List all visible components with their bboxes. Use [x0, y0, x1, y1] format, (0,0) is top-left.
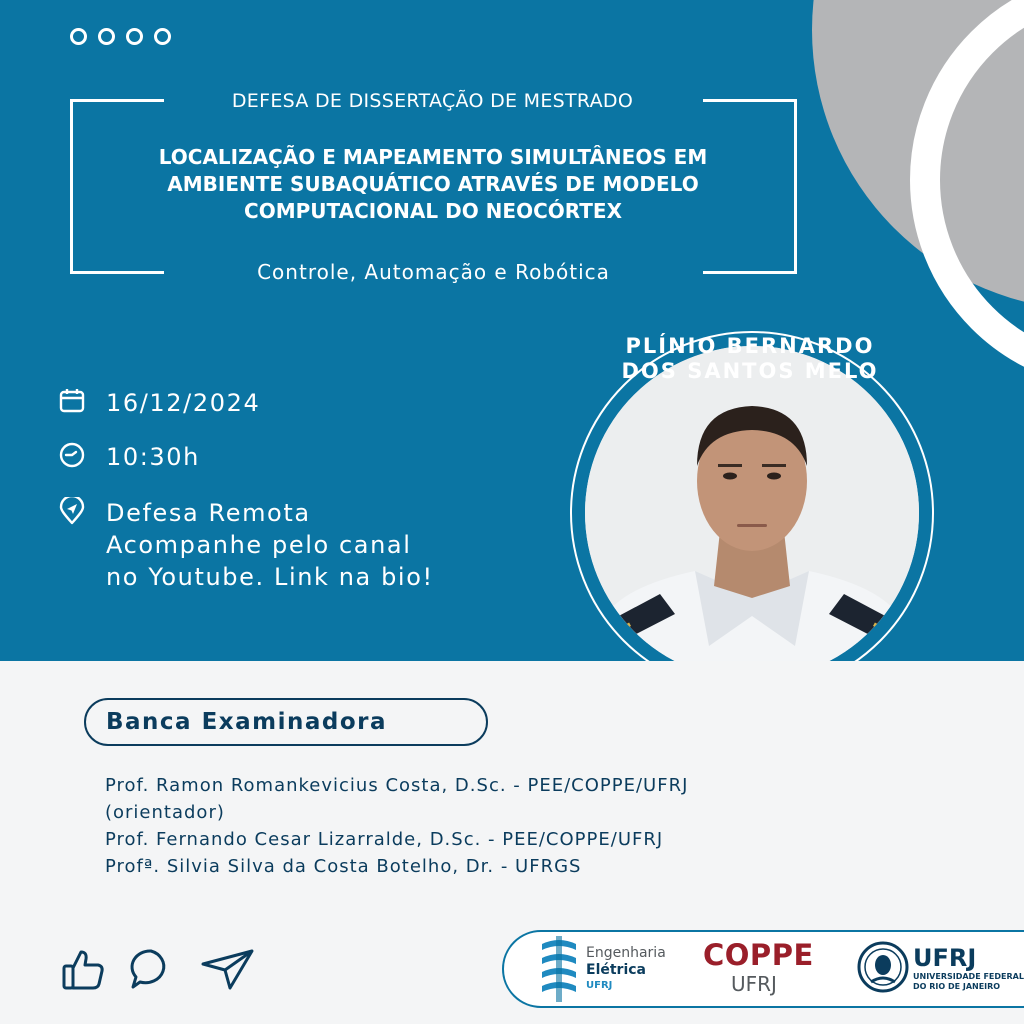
candidate-name-line: PLÍNIO BERNARDO [625, 334, 875, 358]
ee-logo-text: Engenharia [586, 945, 666, 961]
event-type: DEFESA DE DISSERTAÇÃO DE MESTRADO [231, 90, 634, 112]
candidate-name-line: DOS SANTOS MELO [621, 359, 879, 383]
frame-top-right [703, 99, 797, 102]
committee-member: Profª. Silvia Silva da Costa Botelho, Dr. - UFRGS [105, 856, 582, 877]
thesis-title-line: LOCALIZAÇÃO E MAPEAMENTO SIMULTÂNEOS EM [158, 145, 708, 169]
thesis-title-line: AMBIENTE SUBAQUÁTICO ATRAVÉS DE MODELO [167, 172, 699, 196]
clock-icon [58, 441, 86, 469]
candidate-photo [585, 346, 919, 680]
carousel-dots [70, 28, 171, 45]
location-text [106, 497, 434, 593]
committee-member: Prof. Fernando Cesar Lizarralde, D.Sc. - PEE/COPPE/UFRJ [105, 829, 664, 850]
location-line: Acompanhe pelo canal [106, 531, 412, 559]
location-line: no Youtube. Link na bio! [106, 563, 434, 591]
ufrj-seal-icon [857, 938, 909, 996]
coppe-logo: COPPE [703, 938, 814, 972]
dot-indicator [70, 28, 87, 45]
event-time: 10:30h [106, 443, 200, 471]
frame-bottom-left [70, 271, 164, 274]
frame-left [70, 99, 73, 274]
send-icon[interactable] [200, 946, 256, 992]
frame-bottom-right [703, 271, 797, 274]
banca-heading: Banca Examinadora [84, 698, 488, 746]
thumbs-up-icon[interactable] [60, 946, 106, 992]
dot-indicator [154, 28, 171, 45]
coppe-logo-sub: UFRJ [731, 972, 777, 996]
ee-logo-text: Elétrica [586, 962, 646, 978]
dot-indicator [126, 28, 143, 45]
frame-top-left [70, 99, 164, 102]
committee-member: (orientador) [105, 802, 225, 823]
engenharia-eletrica-logo-icon [536, 936, 582, 1002]
ee-logo-text: UFRJ [586, 980, 613, 991]
calendar-icon [58, 387, 86, 415]
ufrj-logo-sub: DO RIO DE JANEIRO [913, 982, 1001, 991]
research-area: Controle, Automação e Robótica [257, 260, 610, 284]
ufrj-logo: UFRJ [913, 944, 977, 972]
committee-members [105, 772, 885, 880]
ufrj-logo-sub: UNIVERSIDADE FEDERAL [913, 972, 1024, 981]
thesis-title [95, 144, 771, 225]
comment-icon[interactable] [128, 946, 174, 992]
candidate-name [580, 334, 920, 384]
location-pin-icon [58, 497, 86, 525]
location-row [58, 497, 434, 593]
location-line: Defesa Remota [106, 499, 311, 527]
candidate-portrait-illustration [585, 346, 919, 680]
dot-indicator [98, 28, 115, 45]
thesis-title-line: COMPUTACIONAL DO NEOCÓRTEX [244, 199, 622, 223]
committee-member: Prof. Ramon Romankevicius Costa, D.Sc. - PEE/COPPE/UFRJ [105, 775, 689, 796]
time-row [58, 441, 200, 473]
frame-right [794, 99, 797, 274]
event-date: 16/12/2024 [106, 389, 261, 417]
date-row [58, 387, 260, 419]
